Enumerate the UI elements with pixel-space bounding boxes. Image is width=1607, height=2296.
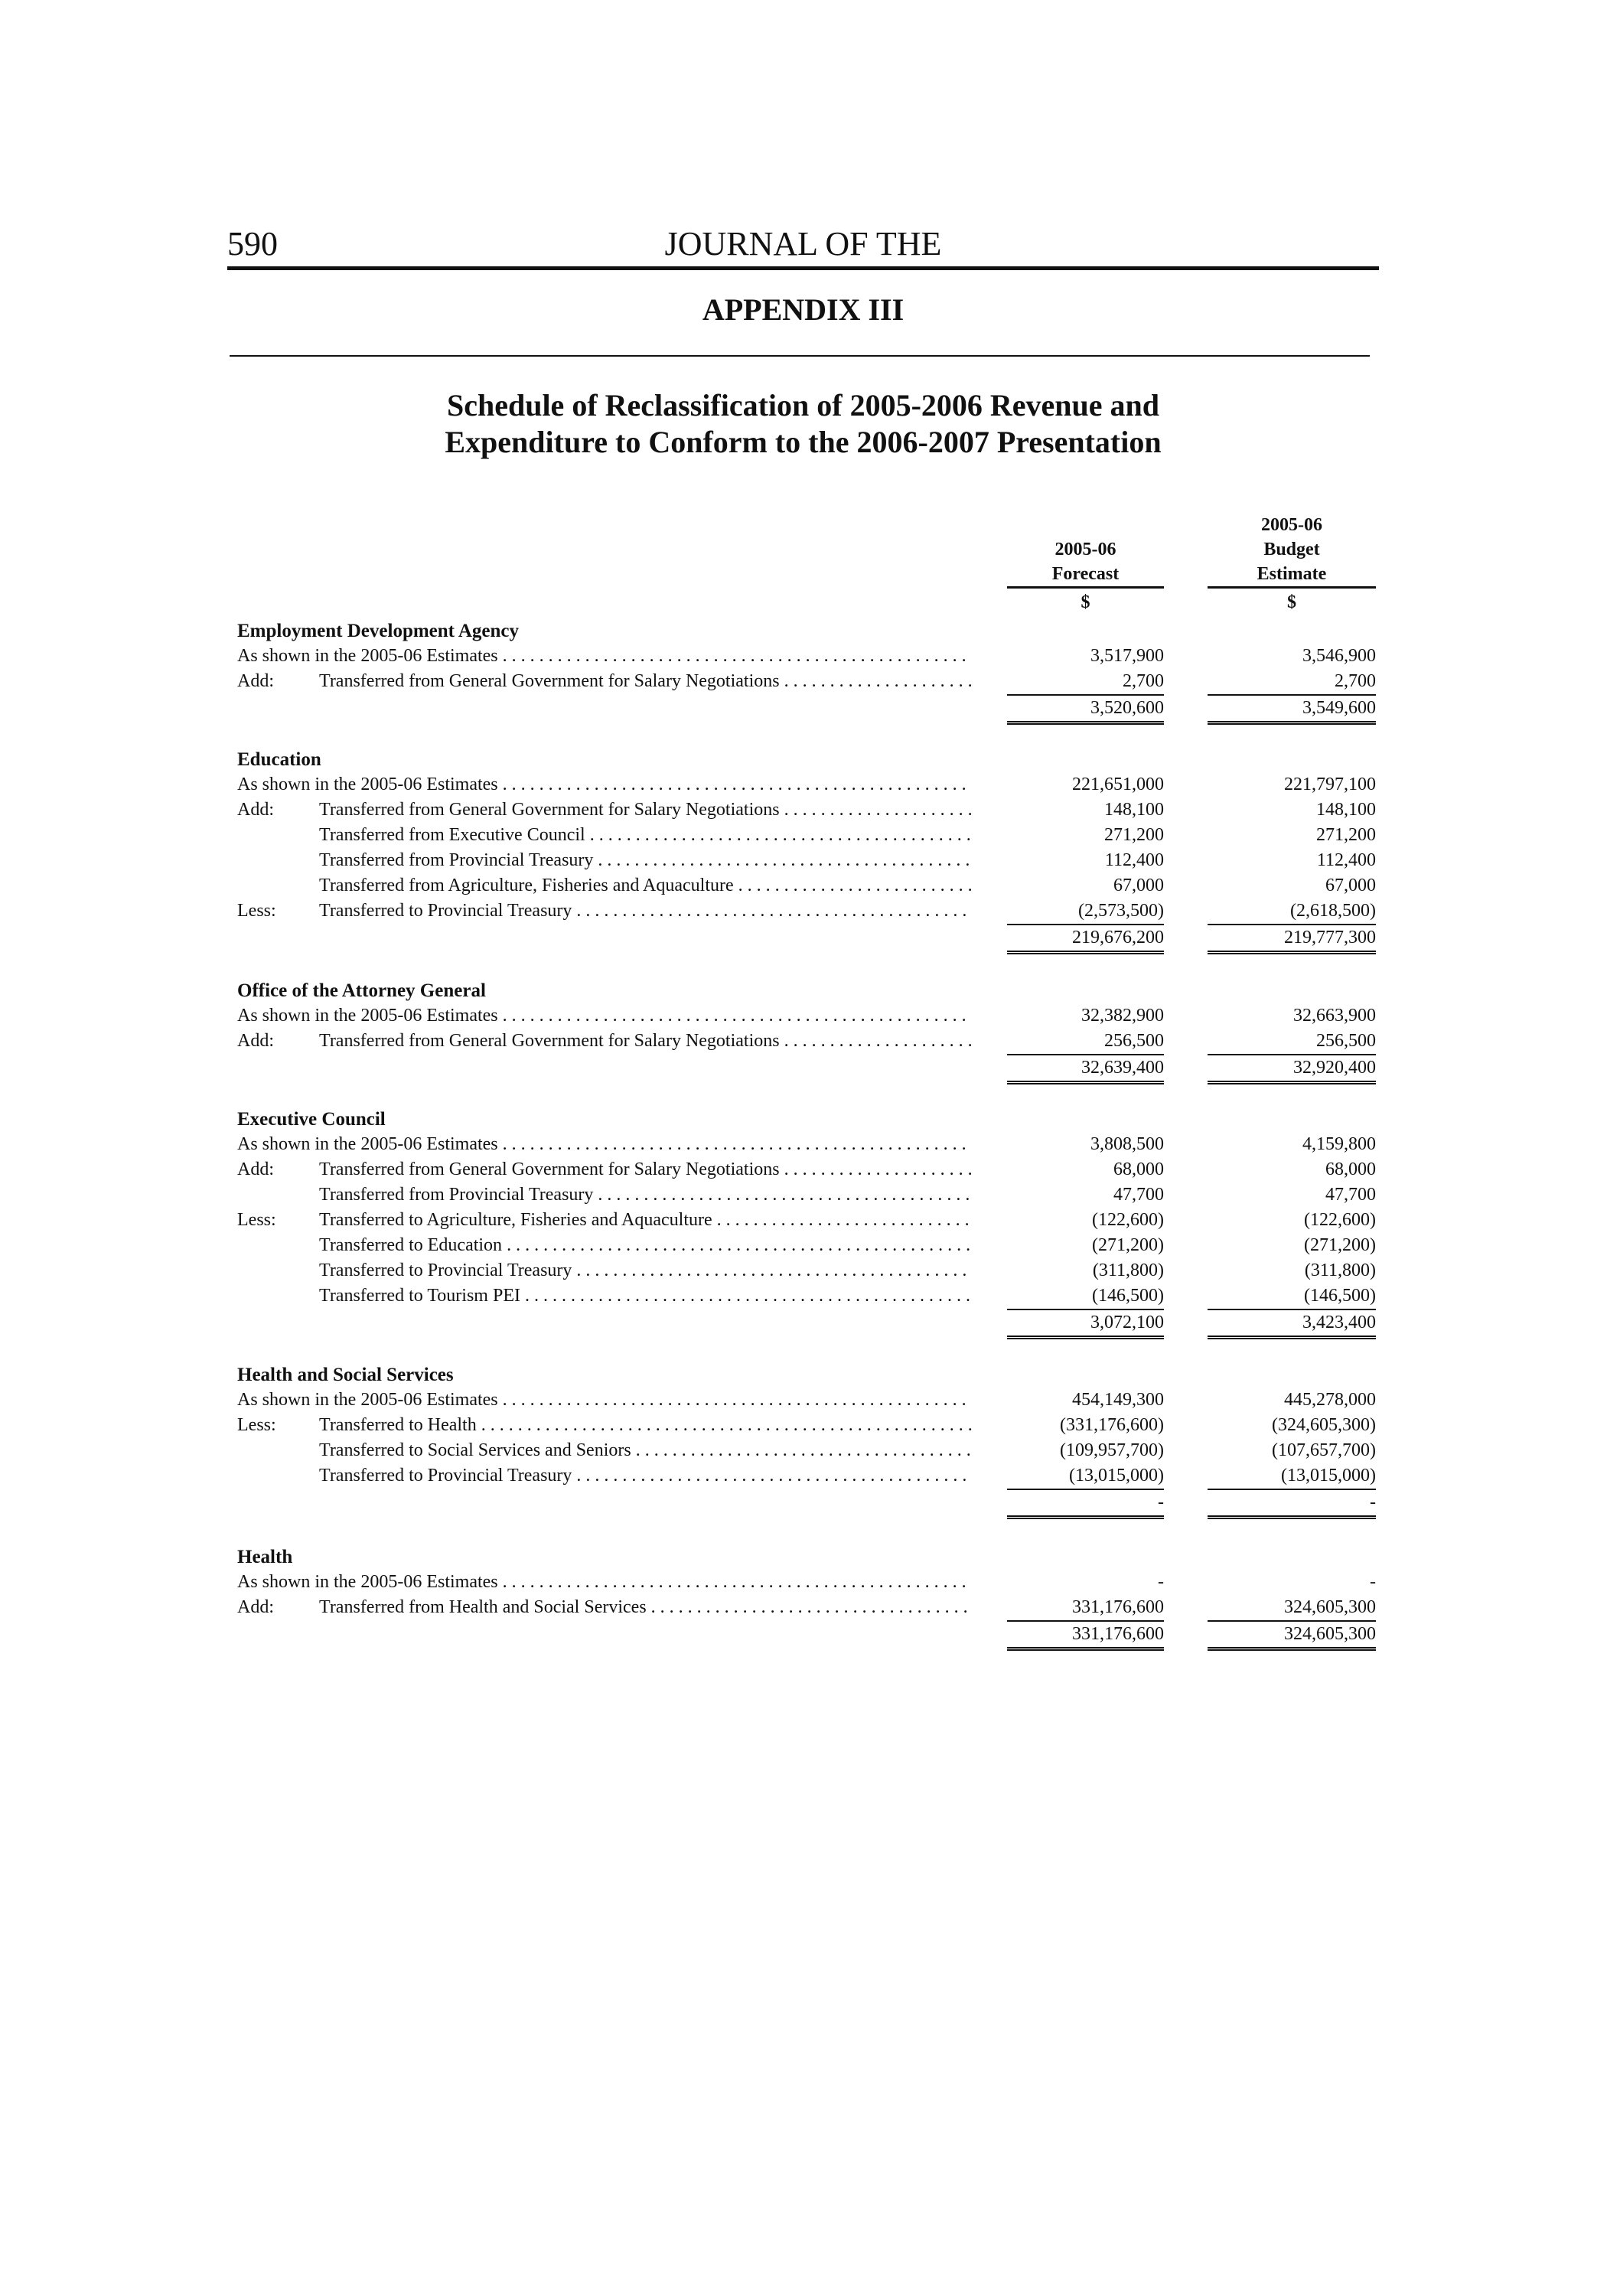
total-row bbox=[237, 924, 1385, 949]
row-label: As shown in the 2005-06 Estimates . . . bbox=[237, 644, 972, 669]
budget-value: (122,600) bbox=[1304, 1210, 1376, 1230]
budget-value: (271,200) bbox=[1304, 1235, 1376, 1255]
page-number: 590 bbox=[227, 225, 278, 263]
budget-value: 324,605,300 bbox=[1208, 1595, 1376, 1622]
budget-total: 3,549,600 bbox=[1208, 694, 1376, 725]
row-label: Transferred to Social Services and Seniors . . . bbox=[319, 1438, 972, 1463]
forecast-total: 331,176,600 bbox=[1007, 1620, 1164, 1651]
table-row bbox=[237, 1003, 1385, 1029]
table-row bbox=[237, 772, 1385, 797]
forecast-value: (146,500) bbox=[1007, 1283, 1164, 1310]
row-prefix: Add: bbox=[237, 800, 274, 820]
forecast-value: 2,700 bbox=[1007, 669, 1164, 696]
budget-total: 219,777,300 bbox=[1208, 924, 1376, 954]
budget-value: 256,500 bbox=[1208, 1029, 1376, 1055]
forecast-value: 454,149,300 bbox=[1072, 1390, 1164, 1410]
table-row bbox=[237, 1258, 1385, 1283]
table-row bbox=[237, 1157, 1385, 1182]
forecast-column-header bbox=[1007, 537, 1164, 615]
forecast-total: 3,520,600 bbox=[1007, 694, 1164, 725]
forecast-value: 3,517,900 bbox=[1090, 646, 1164, 666]
table-row bbox=[237, 1438, 1385, 1463]
row-prefix: Less: bbox=[237, 901, 276, 921]
table-row bbox=[237, 1463, 1385, 1489]
row-prefix: Add: bbox=[237, 1159, 274, 1179]
budget-value: 67,000 bbox=[1325, 876, 1376, 895]
forecast-value: 256,500 bbox=[1007, 1029, 1164, 1055]
forecast-value: 32,382,900 bbox=[1081, 1006, 1164, 1026]
forecast-total: 32,639,400 bbox=[1007, 1054, 1164, 1084]
table-row bbox=[237, 823, 1385, 848]
forecast-total: 219,676,200 bbox=[1007, 924, 1164, 954]
table-row bbox=[237, 1388, 1385, 1413]
row-label: Transferred to Provincial Treasury . . . bbox=[319, 899, 972, 924]
budget-header-unit: $ bbox=[1287, 592, 1296, 612]
section-heading-text: Employment Development Agency bbox=[237, 621, 520, 641]
forecast-total: 3,072,100 bbox=[1007, 1309, 1164, 1339]
forecast-value: (331,176,600) bbox=[1060, 1415, 1164, 1435]
budget-total: 32,920,400 bbox=[1208, 1054, 1376, 1084]
table-row bbox=[237, 797, 1385, 823]
row-label: Transferred from Provincial Treasury . . . bbox=[319, 1182, 972, 1208]
table-row bbox=[237, 669, 1385, 694]
forecast-value: 148,100 bbox=[1104, 800, 1164, 820]
budget-value: (2,618,500) bbox=[1208, 899, 1376, 925]
section-heading bbox=[237, 978, 1385, 1003]
forecast-value: (122,600) bbox=[1092, 1210, 1164, 1230]
forecast-value: - bbox=[1158, 1572, 1164, 1592]
row-prefix: Add: bbox=[237, 1031, 274, 1051]
row-prefix: Add: bbox=[237, 671, 274, 691]
budget-total: - bbox=[1208, 1489, 1376, 1519]
budget-value: 445,278,000 bbox=[1284, 1390, 1376, 1410]
row-label: As shown in the 2005-06 Estimates . . . bbox=[237, 1003, 972, 1029]
budget-value: 32,663,900 bbox=[1293, 1006, 1376, 1026]
forecast-value: 47,700 bbox=[1113, 1185, 1164, 1205]
total-row bbox=[237, 1489, 1385, 1514]
budget-header-label-2: Estimate bbox=[1208, 562, 1376, 589]
table-row bbox=[237, 1570, 1385, 1595]
row-prefix: Less: bbox=[237, 1210, 276, 1230]
budget-value: 47,700 bbox=[1325, 1185, 1376, 1205]
forecast-value: (2,573,500) bbox=[1007, 899, 1164, 925]
running-header bbox=[227, 222, 1379, 270]
section-heading-text: Executive Council bbox=[237, 1109, 386, 1130]
budget-header-year: 2005-06 bbox=[1261, 515, 1322, 535]
table-row bbox=[237, 644, 1385, 669]
forecast-value: (311,800) bbox=[1092, 1261, 1164, 1280]
row-label: Transferred from Agriculture, Fisheries and Aquaculture . . . bbox=[319, 873, 972, 899]
row-label: As shown in the 2005-06 Estimates . . . bbox=[237, 772, 972, 797]
forecast-value: (109,957,700) bbox=[1060, 1440, 1164, 1460]
budget-total: 324,605,300 bbox=[1208, 1620, 1376, 1651]
forecast-header-year: 2005-06 bbox=[1054, 540, 1116, 559]
forecast-header-unit: $ bbox=[1081, 592, 1090, 612]
budget-value: (13,015,000) bbox=[1208, 1463, 1376, 1490]
budget-column-header bbox=[1208, 513, 1376, 615]
row-label: As shown in the 2005-06 Estimates . . . bbox=[237, 1132, 972, 1157]
row-label: Transferred from General Government for Salary Negotiations . . . bbox=[319, 1157, 972, 1182]
row-label: Transferred from General Government for Salary Negotiations . . . bbox=[319, 669, 972, 694]
row-label: Transferred from Health and Social Services . . . bbox=[319, 1595, 972, 1620]
row-label: Transferred to Education . . . bbox=[319, 1233, 972, 1258]
total-row bbox=[237, 1054, 1385, 1079]
budget-value: 221,797,100 bbox=[1284, 775, 1376, 794]
budget-value: 4,159,800 bbox=[1302, 1134, 1376, 1154]
budget-value: 271,200 bbox=[1316, 825, 1376, 845]
table-row bbox=[237, 848, 1385, 873]
budget-value: 2,700 bbox=[1208, 669, 1376, 696]
budget-header-label: Budget bbox=[1263, 540, 1320, 559]
forecast-value: 112,400 bbox=[1104, 850, 1164, 870]
section-heading bbox=[237, 1107, 1385, 1132]
section-heading bbox=[237, 1544, 1385, 1570]
title-line-2: Expenditure to Conform to the 2006-2007 Presentation bbox=[445, 425, 1162, 459]
row-label: Transferred from General Government for Salary Negotiations . . . bbox=[319, 797, 972, 823]
budget-value: (146,500) bbox=[1208, 1283, 1376, 1310]
table-row bbox=[237, 1208, 1385, 1233]
budget-value: 112,400 bbox=[1316, 850, 1376, 870]
table-row bbox=[237, 1413, 1385, 1438]
forecast-value: 271,200 bbox=[1104, 825, 1164, 845]
forecast-total: - bbox=[1007, 1489, 1164, 1519]
total-row bbox=[237, 694, 1385, 719]
forecast-value: 67,000 bbox=[1113, 876, 1164, 895]
forecast-value: 68,000 bbox=[1113, 1159, 1164, 1179]
row-label: Transferred from General Government for Salary Negotiations . . . bbox=[319, 1029, 972, 1054]
running-title: JOURNAL OF THE bbox=[664, 225, 942, 263]
row-label: As shown in the 2005-06 Estimates . . . bbox=[237, 1388, 972, 1413]
row-label: Transferred to Agriculture, Fisheries and Aquaculture . . . bbox=[319, 1208, 972, 1233]
table-row bbox=[237, 1283, 1385, 1309]
budget-value: (107,657,700) bbox=[1272, 1440, 1376, 1460]
row-label: Transferred from Provincial Treasury . . . bbox=[319, 848, 972, 873]
table-row bbox=[237, 1182, 1385, 1208]
budget-value: 68,000 bbox=[1325, 1159, 1376, 1179]
row-label: Transferred to Provincial Treasury . . . bbox=[319, 1258, 972, 1283]
forecast-value: (271,200) bbox=[1092, 1235, 1164, 1255]
budget-value: - bbox=[1370, 1572, 1376, 1592]
row-label: Transferred to Provincial Treasury . . . bbox=[319, 1463, 972, 1489]
title-line-1: Schedule of Reclassification of 2005-2006 Revenue and bbox=[446, 388, 1160, 422]
forecast-header-label: Forecast bbox=[1007, 562, 1164, 589]
forecast-value: 221,651,000 bbox=[1072, 775, 1164, 794]
budget-value: 148,100 bbox=[1316, 800, 1376, 820]
table-row bbox=[237, 1029, 1385, 1054]
section-heading bbox=[237, 1362, 1385, 1388]
row-label: As shown in the 2005-06 Estimates . . . bbox=[237, 1570, 972, 1595]
table-row bbox=[237, 1233, 1385, 1258]
section-heading bbox=[237, 618, 1385, 644]
forecast-value: 3,808,500 bbox=[1090, 1134, 1164, 1154]
budget-value: (324,605,300) bbox=[1272, 1415, 1376, 1435]
section-heading-text: Health bbox=[237, 1547, 293, 1567]
row-prefix: Add: bbox=[237, 1597, 274, 1617]
document-title bbox=[227, 387, 1379, 461]
appendix-title: APPENDIX III bbox=[702, 292, 905, 327]
budget-total: 3,423,400 bbox=[1208, 1309, 1376, 1339]
row-prefix: Less: bbox=[237, 1415, 276, 1435]
divider-rule bbox=[230, 355, 1370, 357]
section-heading-text: Education bbox=[237, 749, 321, 770]
table-row bbox=[237, 873, 1385, 899]
table-row bbox=[237, 1132, 1385, 1157]
table-row bbox=[237, 1595, 1385, 1620]
table-row bbox=[237, 899, 1385, 924]
forecast-value: 331,176,600 bbox=[1007, 1595, 1164, 1622]
row-label: Transferred from Executive Council . . . bbox=[319, 823, 972, 848]
section-heading-text: Office of the Attorney General bbox=[237, 980, 486, 1001]
total-row bbox=[237, 1620, 1385, 1645]
row-label: Transferred to Tourism PEI . . . bbox=[319, 1283, 972, 1309]
budget-value: (311,800) bbox=[1304, 1261, 1376, 1280]
budget-value: 3,546,900 bbox=[1302, 646, 1376, 666]
forecast-value: (13,015,000) bbox=[1007, 1463, 1164, 1490]
total-row bbox=[237, 1309, 1385, 1334]
section-heading bbox=[237, 747, 1385, 772]
section-heading-text: Health and Social Services bbox=[237, 1365, 454, 1385]
row-label: Transferred to Health . . . bbox=[319, 1413, 972, 1438]
